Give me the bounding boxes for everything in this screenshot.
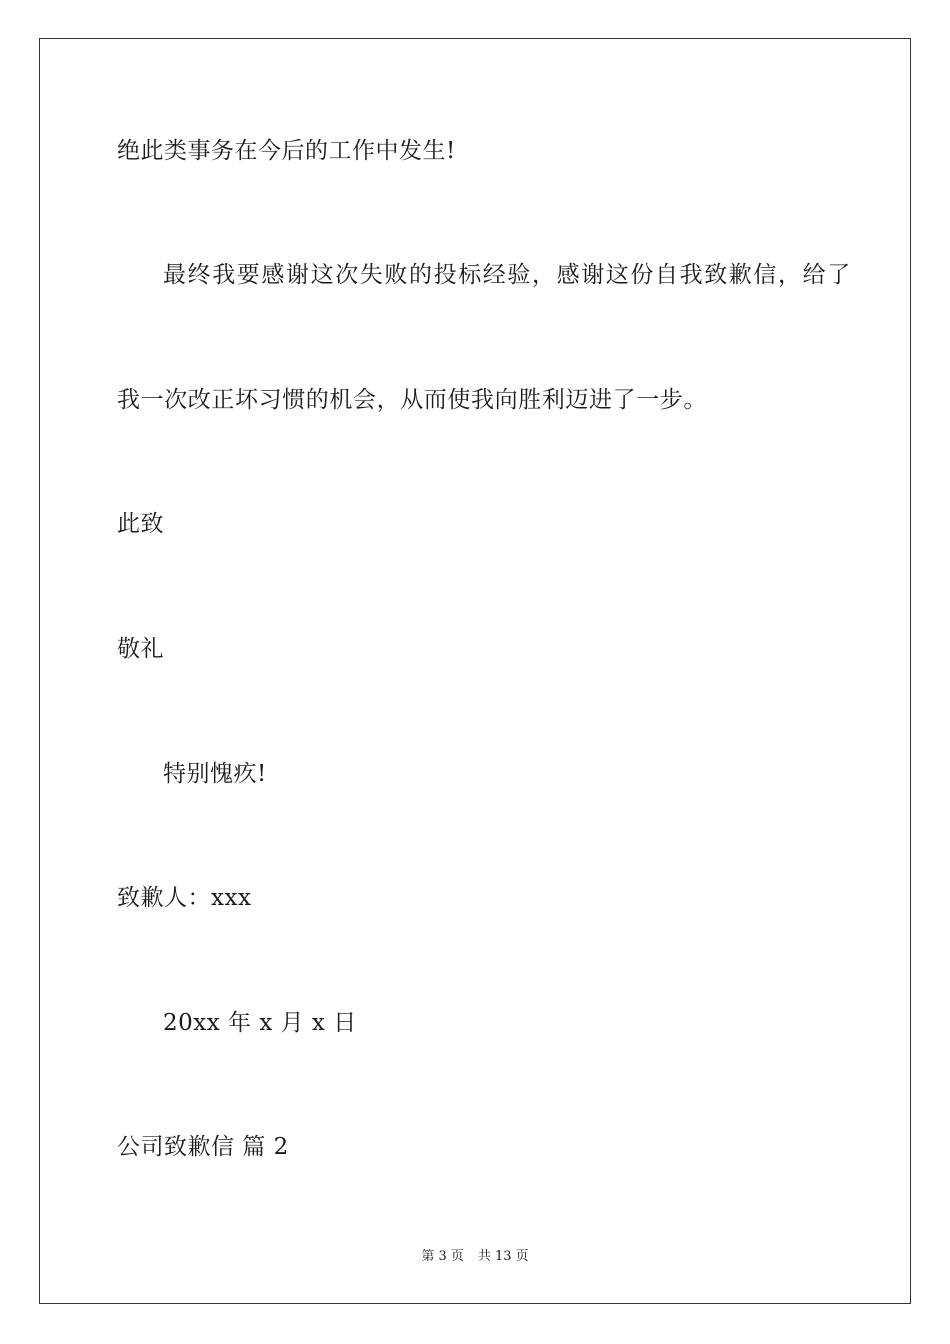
date-line: 20xx 年 x 月 x 日 — [163, 1010, 357, 1036]
closing-respect: 敬礼 — [117, 636, 164, 662]
signature-line: 致歉人：xxx — [117, 885, 252, 911]
body-line-3: 我一次改正坏习惯的机会，从而使我向胜利迈进了一步。 — [117, 387, 707, 413]
apology-remark: 特别愧疚! — [163, 761, 267, 787]
page-footer — [0, 1248, 950, 1266]
page-border — [39, 38, 911, 1304]
section-heading: 公司致歉信 篇 2 — [117, 1134, 289, 1160]
body-line-1: 绝此类事务在今后的工作中发生! — [117, 138, 456, 164]
page-number: 第 3 页 — [421, 1249, 464, 1264]
page-total: 共 13 页 — [477, 1249, 529, 1264]
body-paragraph-thanks: 最终我要感谢这次失败的投标经验，感谢这份自我致歉信，给了 — [163, 262, 852, 288]
closing-salutation: 此致 — [117, 511, 164, 537]
